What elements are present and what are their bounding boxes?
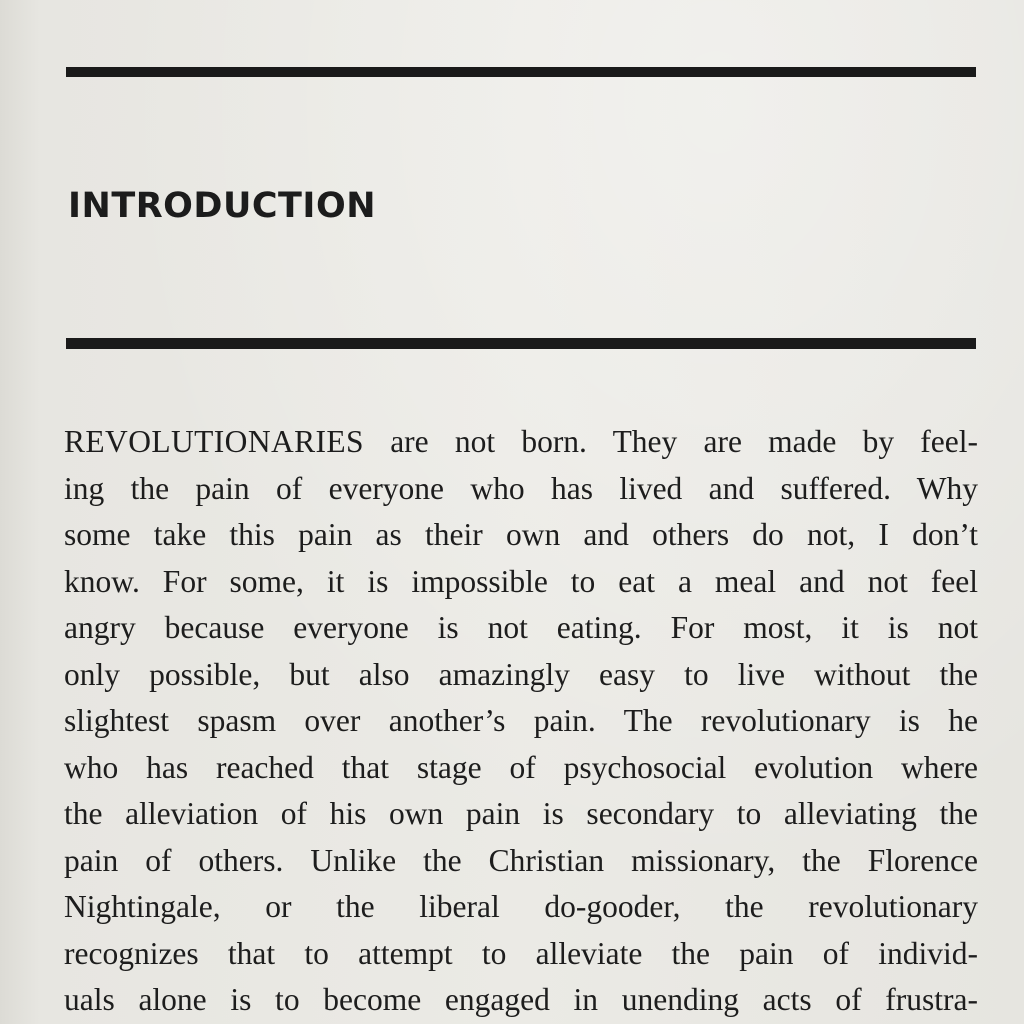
bottom-rule <box>66 338 976 349</box>
opening-word: REVOLUTIONARIES <box>64 424 364 459</box>
first-line-rest: are not born. They are made by feel- <box>363 424 978 459</box>
text-line: know. For some, it is impossible to eat a meal and not feel <box>64 563 978 599</box>
text-line: the alleviation of his own pain is secondary to alleviating the <box>64 796 978 831</box>
text-line: angry because everyone is not eating. For most, it is not <box>64 610 978 645</box>
text-line: ing the pain of everyone who has lived and suffered. Why <box>64 470 978 506</box>
text-line: pain of others. Unlike the Christian missionary, the Florence <box>64 842 978 878</box>
text-line: Nightingale, or the liberal do-gooder, the revolutionary <box>64 889 978 924</box>
text-line: some take this pain as their own and others do not, I don’t <box>64 517 978 552</box>
text-line: only possible, but also amazingly easy to live without the <box>64 656 978 692</box>
body-paragraph <box>64 419 978 1024</box>
text-line: slightest spasm over another’s pain. The revolutionary is he <box>64 703 978 738</box>
text-line: uals alone is to become engaged in unending acts of frustra- <box>64 982 978 1017</box>
text-line: recognizes that to attempt to alleviate the pain of individ- <box>64 935 978 971</box>
top-rule <box>66 67 976 77</box>
text-line: who has reached that stage of psychosocial evolution where <box>64 749 978 785</box>
chapter-heading: INTRODUCTION <box>68 186 376 226</box>
text-line <box>64 419 978 466</box>
